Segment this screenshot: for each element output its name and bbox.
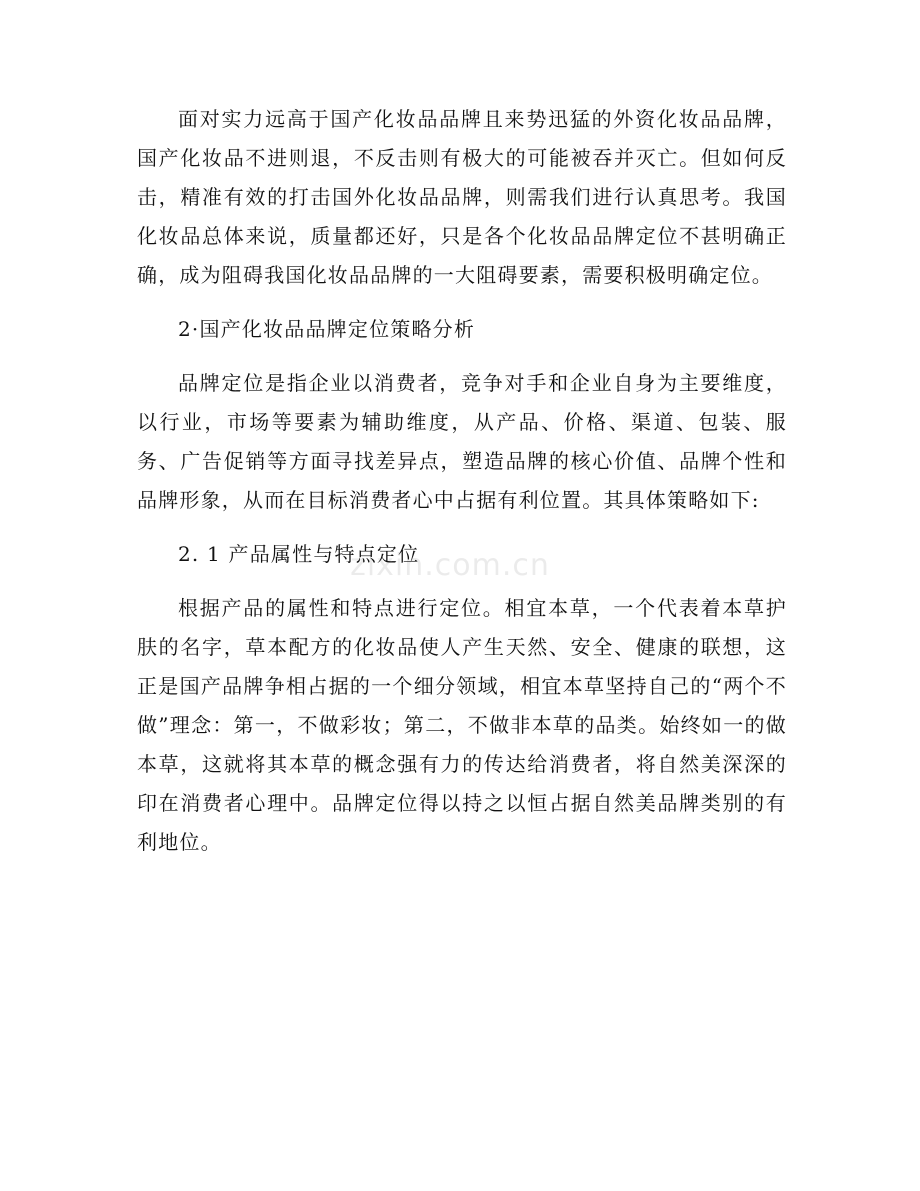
paragraph-product-attributes: 根据产品的属性和特点进行定位。相宜本草，一个代表着本草护肤的名字，草本配方的化妆品使人产生天然、安全、健康的联想，这正是国产品牌争相占据的一个细分领域，相宜本草坚持自己的“两个不做”理念：第一，不做彩妆；第二，不做非本草的品类。始终如一的做本草，这就将其本草的概念强有力的传达给消费者，将自然美深深的印在消费者心理中。品牌定位得以持之以恒占据自然美品牌类别的有利地位。: [137, 596, 787, 854]
document-body: [137, 100, 787, 877]
section-heading-2-1: 2. 1 产品属性与特点定位: [178, 542, 420, 566]
paragraph-brand-positioning: 品牌定位是指企业以消费者，竞争对手和企业自身为主要维度，以行业，市场等要素为辅助维度，从产品、价格、渠道、包装、服务、广告促销等方面寻找差异点，塑造品牌的核心价值、品牌个性和品牌形象，从而在目标消费者心中占据有利位置。其具体策略如下:: [137, 371, 787, 512]
watermark: zixin.com.cn: [350, 548, 550, 583]
paragraph-intro: 面对实力远高于国产化妆品品牌且来势迅猛的外资化妆品品牌，国产化妆品不进则退，不反击则有极大的可能被吞并灭亡。但如何反击，精准有效的打击国外化妆品品牌，则需我们进行认真思考。我国化妆品总体来说，质量都还好，只是各个化妆品品牌定位不甚明确正确，成为阻碍我国化妆品品牌的一大阻碍要素，需要积极明确定位。: [137, 107, 787, 287]
section-heading-2: 2·国产化妆品品牌定位策略分析: [178, 317, 476, 341]
